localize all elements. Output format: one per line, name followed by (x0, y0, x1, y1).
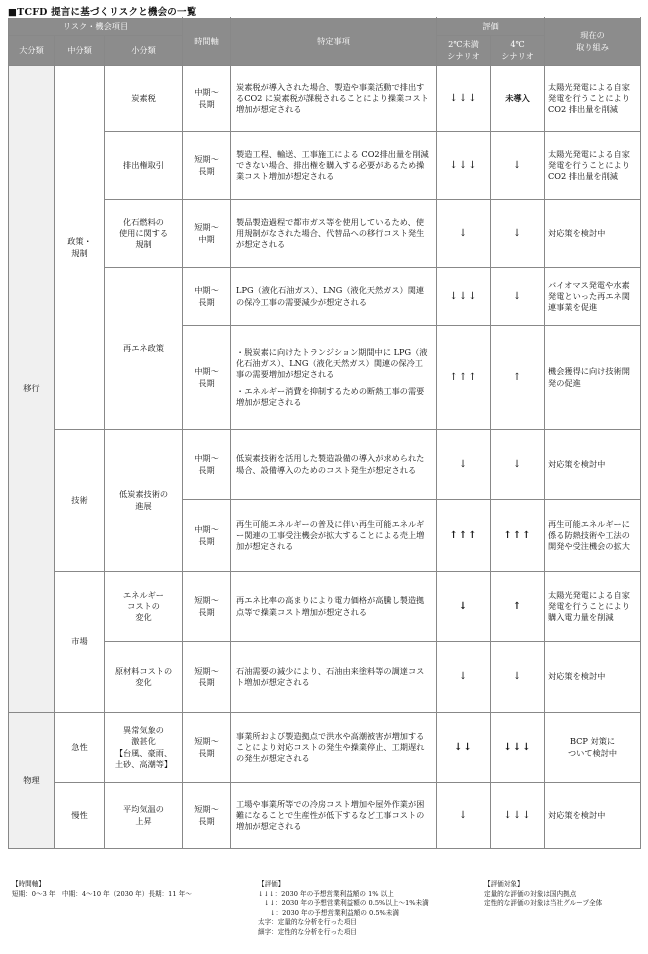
action-cell: 対応策を検討中 (545, 430, 641, 500)
target-legend (484, 880, 636, 909)
action-cell: BCP 対策に ついて検討中 (545, 713, 641, 783)
eval-4c: ↑↑↑ (491, 500, 545, 572)
header-minor: 小分類 (105, 36, 183, 66)
desc-cell: 製造工程、輸送、工事施工による CO2排出量を削減できない場合、排出権を購入する必要があるため操業コスト増加が想定される (231, 132, 437, 200)
desc-line: ・脱炭素に向けたトランジション期間中に LPG（液化石油ガス）、LNG（液化天然ガス）関連の保冷工事の需要増加が想定される (236, 347, 428, 380)
time-legend-text: 短期：0～3 年 中期：4～10 年（2030 年）長期：11 年～ (12, 889, 192, 898)
desc-cell: 低炭素技術を活用した製造設備の導入が求められた場合、設備導入のためのコスト発生が想定される (231, 430, 437, 500)
minor-cell: 化石燃料の 使用に関する 規制 (105, 200, 183, 268)
action-cell: 再生可能エネルギーに係る防熱技術や工法の開発や受注機会の拡大 (545, 500, 641, 572)
eval-4c: ↓↓↓ (491, 713, 545, 783)
minor-cell: 炭素税 (105, 66, 183, 132)
header-time-axis: 時間軸 (183, 18, 231, 66)
eval-4c: ↑ (491, 326, 545, 430)
time-cell: 中期～ 長期 (183, 326, 231, 430)
desc-cell: 炭素税が導入された場合、製造や事業活動で排出するCO2 に炭素税が課税されることにより操業コスト増加が想定される (231, 66, 437, 132)
target-legend-title: 【評価対象】 (484, 880, 524, 888)
action-cell: 対応策を検討中 (545, 200, 641, 268)
eval-2c: ↓↓ (437, 713, 491, 783)
header-current: 現在の 取り組み (545, 18, 641, 66)
middle-policy: 政策・ 規制 (55, 66, 105, 430)
desc-line: ・エネルギー消費を抑制するための断熱工事の需要増加が想定される (236, 385, 425, 407)
middle-chronic: 慢性 (55, 783, 105, 849)
header-major: 大分類 (9, 36, 55, 66)
minor-cell: エネルギー コストの 変化 (105, 572, 183, 642)
desc-cell: LPG（液化石油ガス）、LNG（液化天然ガス）関連の保冷工事の需要減少が想定される (231, 268, 437, 326)
eval-legend-line: 太字：定量的な分析を行った項目 (258, 918, 357, 927)
desc-cell: 石油需要の減少により、石油由来塗料等の調達コスト増加が想定される (231, 642, 437, 713)
action-cell: 対応策を検討中 (545, 642, 641, 713)
time-cell: 短期～ 長期 (183, 783, 231, 849)
time-cell: 短期～ 長期 (183, 713, 231, 783)
desc-cell (231, 326, 437, 430)
action-cell: 対応策を検討中 (545, 783, 641, 849)
eval-4c: ↑ (491, 572, 545, 642)
time-cell: 中期～ 長期 (183, 66, 231, 132)
desc-cell: 再エネ比率の高まりにより電力価格が高騰し製造拠点等で操業コスト増加が想定される (231, 572, 437, 642)
header-risk-item: リスク・機会項目 (9, 18, 183, 36)
target-legend-line: 定性的な評価の対象は当社グループ全体 (484, 899, 603, 908)
eval-legend-line: ↓：2030 年の予想営業利益額の 0.5%未満 (270, 908, 399, 917)
desc-cell: 製品製造過程で都市ガス等を使用しているため、使用規制がなされた場合、代替品への移行コスト発生が想定される (231, 200, 437, 268)
action-cell: バイオマス発電や水素発電といった再エネ関連事業を促進 (545, 268, 641, 326)
time-cell: 短期～ 長期 (183, 132, 231, 200)
risk-opportunity-table (8, 17, 641, 849)
header-specific: 特定事項 (231, 18, 437, 66)
eval-legend-title: 【評価】 (258, 880, 285, 888)
middle-acute: 急性 (55, 713, 105, 783)
eval-2c: ↓↓↓ (437, 268, 491, 326)
eval-legend (258, 880, 478, 937)
header-sc2: 2℃未満 シナリオ (437, 36, 491, 66)
action-cell: 太陽光発電による自家発電を行うことにより購入電力量を削減 (545, 572, 641, 642)
middle-market: 市場 (55, 572, 105, 713)
time-cell: 中期～ 長期 (183, 430, 231, 500)
eval-4c: ↓ (491, 132, 545, 200)
target-legend-line: 定量的な評価の対象は国内拠点 (484, 889, 577, 898)
eval-2c: ↓ (437, 430, 491, 500)
eval-4c: ↓ (491, 200, 545, 268)
time-cell: 短期～ 長期 (183, 642, 231, 713)
desc-cell: 再生可能エネルギーの普及に伴い再生可能エネルギー関連の工事受注機会が拡大することによる売上増加が想定される (231, 500, 437, 572)
eval-legend-line: ↓↓↓：2030 年の予想営業利益額の 1% 以上 (258, 889, 394, 898)
header-evaluation: 評価 (437, 18, 545, 36)
minor-cell: 排出権取引 (105, 132, 183, 200)
eval-2c: ↑↑↑ (437, 500, 491, 572)
time-cell: 短期～ 中期 (183, 200, 231, 268)
eval-legend-line: 細字：定性的な分析を行った項目 (258, 927, 357, 936)
minor-cell: 異常気象の 激甚化 【台風、豪雨、 土砂、高潮等】 (105, 713, 183, 783)
minor-cell: 低炭素技術の 進展 (105, 430, 183, 572)
desc-cell: 工場や事業所等での冷房コスト増加や屋外作業が困難になることで生産性が低下するなど工事コストの増加が想定される (231, 783, 437, 849)
eval-4c: ↓↓↓ (491, 783, 545, 849)
major-physical: 物理 (9, 713, 55, 849)
eval-4c: 未導入 (491, 66, 545, 132)
eval-legend-line: ↓↓：2030 年の予想営業利益額の 0.5%以上～1%未満 (264, 899, 429, 908)
action-cell: 太陽光発電による自家発電を行うことにより CO2 排出量を削減 (545, 132, 641, 200)
major-transition: 移行 (9, 66, 55, 713)
action-cell: 機会獲得に向け技術開発の促進 (545, 326, 641, 430)
page-title: ■TCFD 提言に基づくリスクと機会の一覧 (8, 7, 197, 18)
eval-2c: ↓ (437, 642, 491, 713)
desc-cell: 事業所および製造拠点で洪水や高潮被害が増加することにより対応コストの発生や操業停止、工期遅れの発生が想定される (231, 713, 437, 783)
eval-2c: ↓ (437, 572, 491, 642)
eval-2c: ↓ (437, 783, 491, 849)
time-cell: 中期～ 長期 (183, 268, 231, 326)
eval-4c: ↓ (491, 642, 545, 713)
minor-cell: 平均気温の 上昇 (105, 783, 183, 849)
eval-2c: ↓↓↓ (437, 132, 491, 200)
eval-4c: ↓ (491, 430, 545, 500)
time-cell: 中期～ 長期 (183, 500, 231, 572)
time-legend (12, 880, 242, 899)
eval-2c: ↓ (437, 200, 491, 268)
header-middle: 中分類 (55, 36, 105, 66)
eval-4c: ↓ (491, 268, 545, 326)
eval-2c: ↓↓↓ (437, 66, 491, 132)
middle-tech: 技術 (55, 430, 105, 572)
header-sc4: 4℃ シナリオ (491, 36, 545, 66)
minor-cell: 再エネ政策 (105, 268, 183, 430)
minor-cell: 原材料コストの 変化 (105, 642, 183, 713)
eval-2c: ↑↑↑ (437, 326, 491, 430)
time-cell: 短期～ 長期 (183, 572, 231, 642)
action-cell: 太陽光発電による自家発電を行うことによりCO2 排出量を削減 (545, 66, 641, 132)
time-legend-title: 【時間軸】 (12, 880, 45, 888)
